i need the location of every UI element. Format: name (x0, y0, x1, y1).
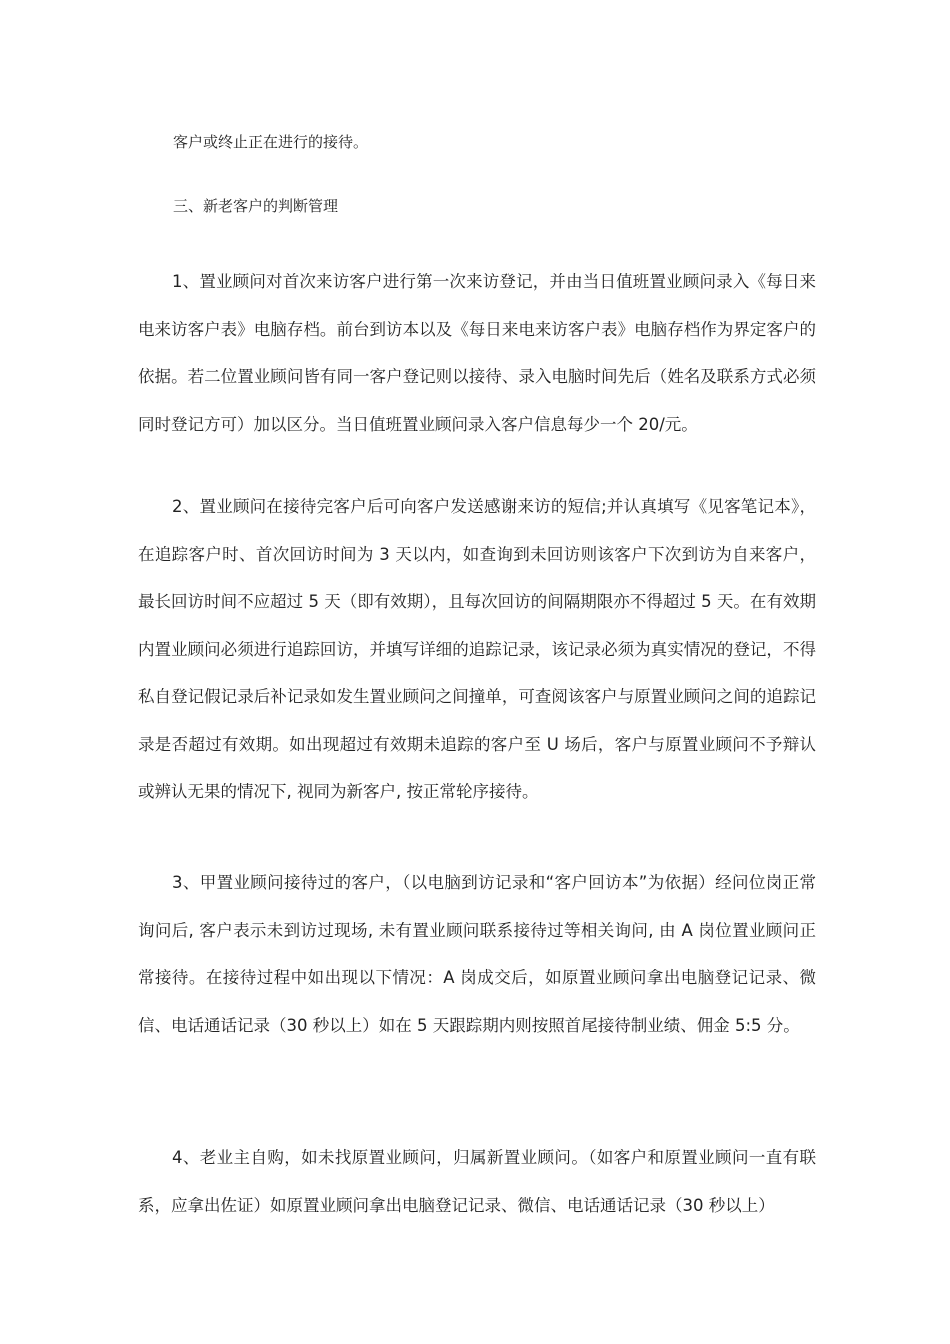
continuation-line: 客户或终止正在进行的接待。 (173, 133, 369, 151)
paragraph-1: 1、置业顾问对首次来访客户进行第一次来访登记，并由当日值班置业顾问录入《每日来电来访客户表》电脑存档。前台到访本以及《每日来电来访客户表》电脑存档作为界定客户的依据。若二位置业顾问皆有同一客户登记则以接待、录入电脑时间先后（姓名及联系方式必须同时登记方可）加以区分。当日值班置业顾问录入客户信息每少一个 20/元。 (138, 272, 816, 434)
section-heading: 三、新老客户的判断管理 (173, 197, 339, 215)
paragraph-3: 3、甲置业顾问接待过的客户，（以电脑到访记录和“客户回访本”为依据）经问位岗正常询问后, 客户表示未到访过现场, 未有置业顾问联系接待过等相关询问, 由 A 岗位置业顾问正常接待。在接待过程中如出现以下情况：A 岗成交后，如原置业顾问拿出电脑登记记录、微信、电话通话记录（30 秒以上）如在 5 天跟踪期内则按照首尾接待制业绩、佣金 5:5 分。 (138, 873, 816, 1035)
paragraph-4: 4、老业主自购，如未找原置业顾问，归属新置业顾问。（如客户和原置业顾问一直有联系，应拿出佐证）如原置业顾问拿出电脑登记记录、微信、电话通话记录（30 秒以上） (138, 1148, 816, 1215)
paragraph-2: 2、置业顾问在接待完客户后可向客户发送感谢来访的短信;并认真填写《见客笔记本》，在追踪客户时、首次回访时间为 3 天以内，如查询到未回访则该客户下次到访为自来客户，最长回访时间不应超过 5 天（即有效期），且每次回访的间隔期限亦不得超过 5 天。在有效期内置业顾问必须进行追踪回访，并填写详细的追踪记录，该记录必须为真实情况的登记，不得私自登记假记录后补记录如发生置业顾问之间撞单，可查阅该客户与原置业顾问之间的追踪记录是否超过有效期。如出现超过有效期未追踪的客户至 U 场后，客户与原置业顾问不予辩认或辨认无果的情况下, 视同为新客户, 按正常轮序接待。 (138, 497, 816, 801)
